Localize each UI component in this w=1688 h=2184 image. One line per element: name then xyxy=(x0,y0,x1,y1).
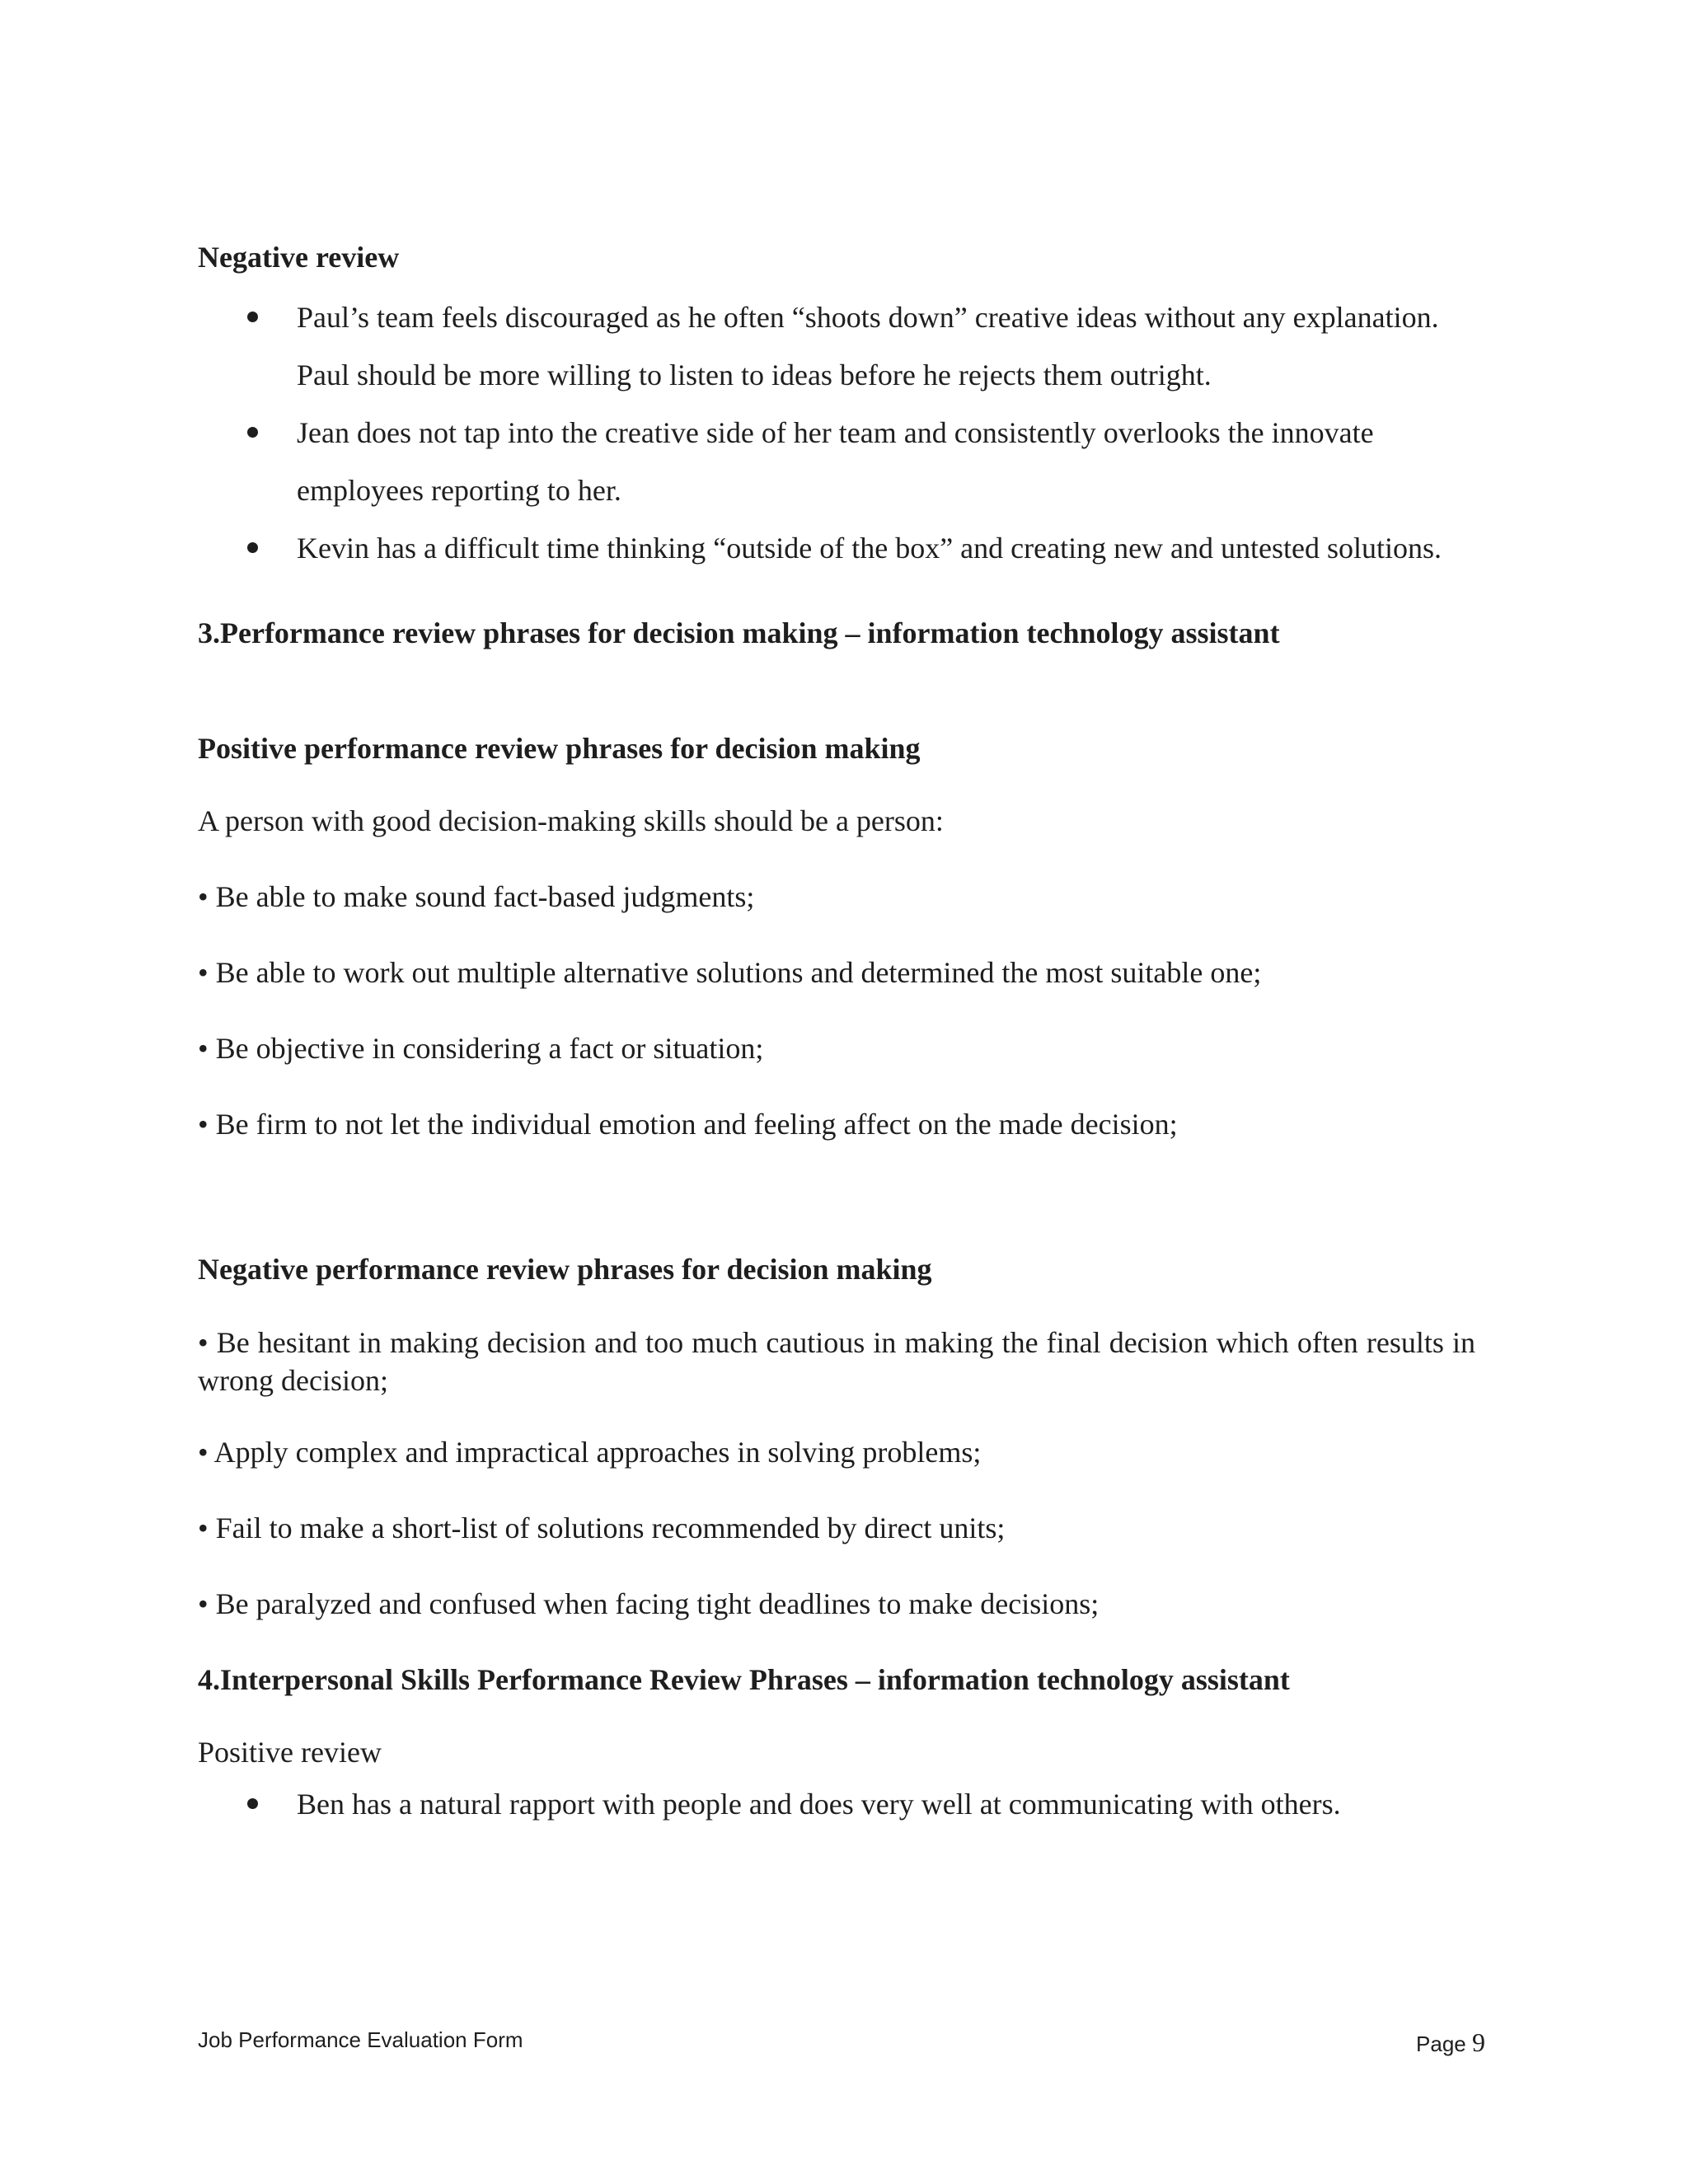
negative-review-list xyxy=(198,288,1484,577)
list-item xyxy=(198,1775,1484,1833)
negative-decision-item: • Fail to make a short-list of solutions recommended by direct units; xyxy=(198,1511,1006,1544)
footer-title: Job Performance Evaluation Form xyxy=(198,2027,523,2052)
bullet-icon xyxy=(247,1798,258,1809)
list-item xyxy=(198,288,1484,404)
bullet-icon xyxy=(247,542,258,553)
positive-decision-item: • Be able to make sound fact-based judgments; xyxy=(198,880,755,913)
positive-decision-item: • Be firm to not let the individual emotion and feeling affect on the made decision; xyxy=(198,1108,1178,1141)
negative-decision-heading: Negative performance review phrases for decision making xyxy=(198,1253,932,1286)
section-4-heading: 4.Interpersonal Skills Performance Review Phrases – information technology assistant xyxy=(198,1663,1290,1696)
list-item-text: Kevin has a difficult time thinking “outside of the box” and creating new and untested solutions. xyxy=(297,532,1442,565)
page-number xyxy=(1416,2027,1485,2058)
list-item-text: Ben has a natural rapport with people and does very well at communicating with others. xyxy=(297,1788,1341,1821)
positive-review-label: Positive review xyxy=(198,1736,382,1769)
list-item xyxy=(198,404,1484,519)
page-label: Page xyxy=(1416,2032,1466,2056)
negative-decision-item: • Be hesitant in making decision and too much cautious in making the final decision which often results in wrong decision; xyxy=(198,1326,1475,1397)
positive-decision-intro: A person with good decision-making skills should be a person: xyxy=(198,804,944,837)
list-item xyxy=(198,519,1484,577)
section-3-heading: 3.Performance review phrases for decision making – information technology assistant xyxy=(198,616,1280,649)
bullet-icon xyxy=(247,312,258,322)
positive-decision-heading: Positive performance review phrases for decision making xyxy=(198,732,921,765)
interpersonal-list xyxy=(198,1775,1484,1833)
bullet-icon xyxy=(247,427,258,438)
negative-review-heading: Negative review xyxy=(198,241,400,274)
positive-decision-item: • Be objective in considering a fact or situation; xyxy=(198,1032,764,1065)
positive-decision-item: • Be able to work out multiple alternative solutions and determined the most suitable one; xyxy=(198,956,1262,989)
page-content xyxy=(198,237,1484,1833)
negative-decision-item: • Be paralyzed and confused when facing tight deadlines to make decisions; xyxy=(198,1587,1100,1620)
negative-decision-item: • Apply complex and impractical approaches in solving problems; xyxy=(198,1436,982,1469)
list-item-text: Jean does not tap into the creative side of her team and consistently overlooks the innovate employees reporting to her. xyxy=(297,416,1374,507)
page-number-value: 9 xyxy=(1472,2027,1485,2057)
list-item-text: Paul’s team feels discouraged as he often “shoots down” creative ideas without any explanation. Paul should be more willing to listen to ideas before he rejects them outright. xyxy=(297,301,1439,391)
